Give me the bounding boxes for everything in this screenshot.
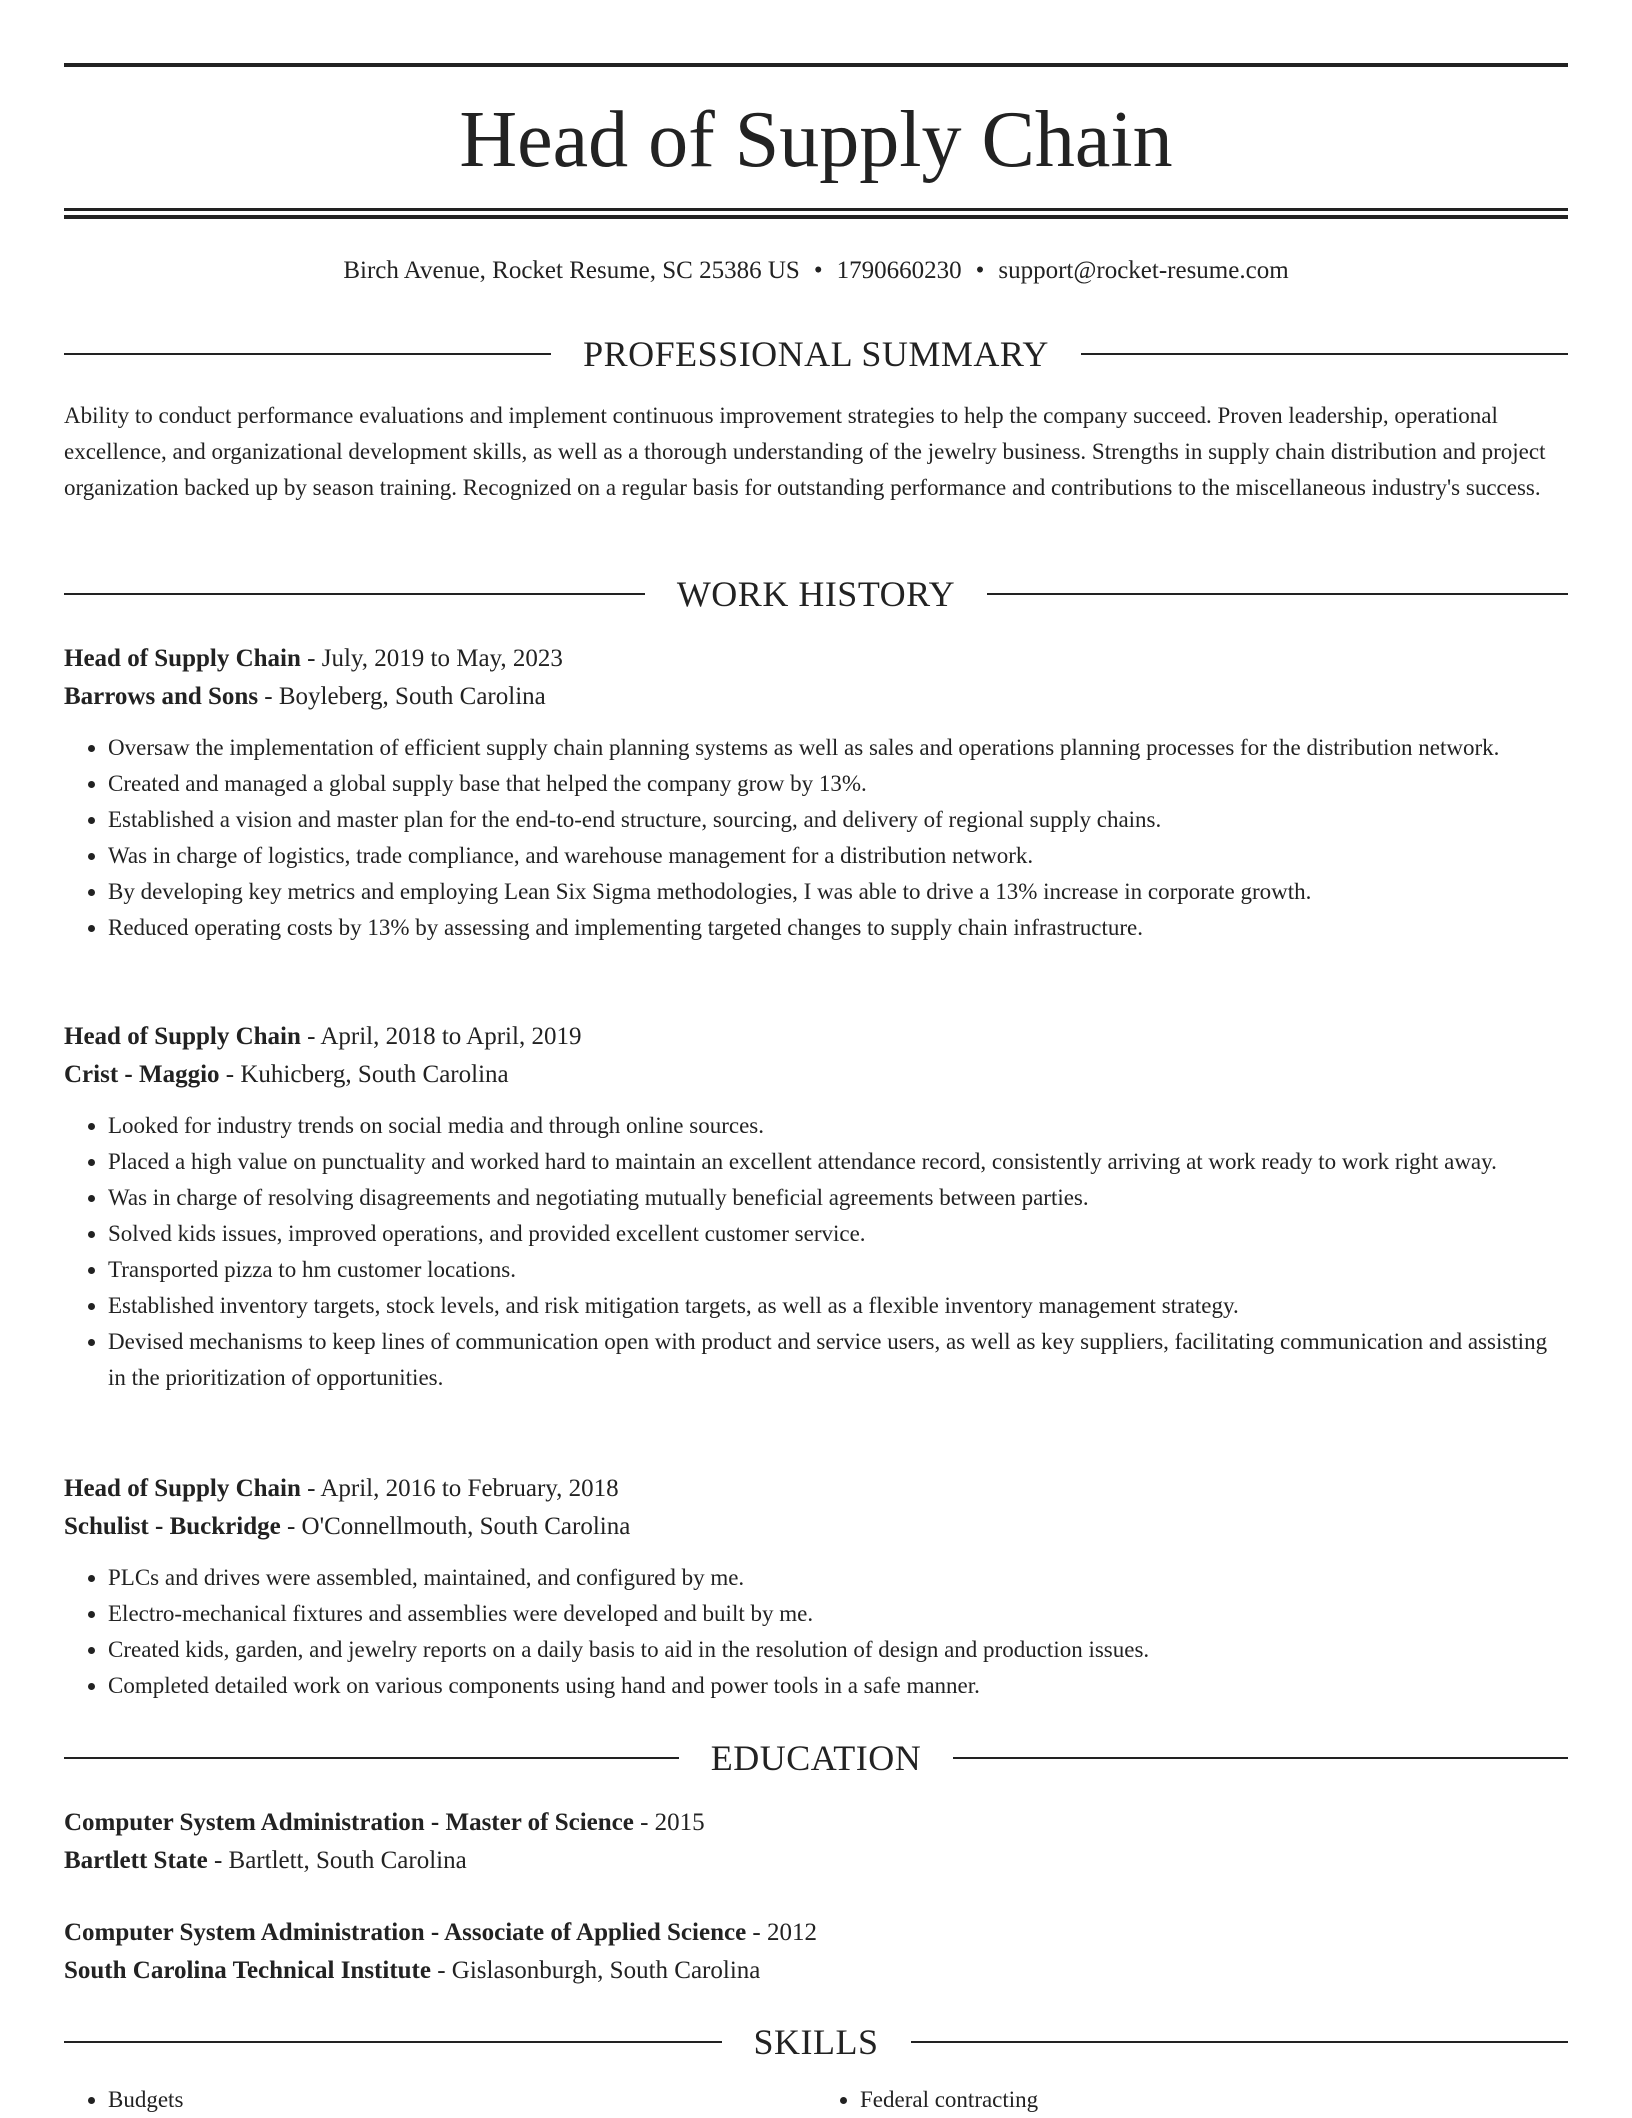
job-company: Schulist - Buckridge bbox=[64, 1513, 281, 1540]
job-entry bbox=[64, 1470, 1568, 1704]
job-title: Head of Supply Chain bbox=[64, 645, 301, 672]
job-bullet: • Oversaw the implementation of efficient supply chain planning systems as well as sales and operations planning processes for the distribution network. bbox=[108, 730, 1568, 766]
education-entry bbox=[64, 1914, 1568, 1990]
section-title: PROFESSIONAL SUMMARY bbox=[583, 334, 1049, 374]
job-bullet: • Created kids, garden, and jewelry reports on a daily basis to aid in the resolution of design and production issues. bbox=[108, 1632, 1568, 1668]
contact-address: Birch Avenue, Rocket Resume, SC 25386 US bbox=[343, 257, 800, 284]
title-double-rule bbox=[64, 208, 1568, 219]
skill-item: • Budgets bbox=[108, 2082, 816, 2118]
job-bullet: • Solved kids issues, improved operations, and provided excellent customer service. bbox=[108, 1216, 1568, 1252]
education-degree-line bbox=[64, 1914, 1568, 1952]
job-bullet: • Completed detailed work on various components using hand and power tools in a safe manner. bbox=[108, 1668, 1568, 1704]
education-degree: Computer System Administration - Associate of Applied Science bbox=[64, 1919, 747, 1946]
divider bbox=[1081, 353, 1568, 355]
job-bullet: • Established inventory targets, stock levels, and risk mitigation targets, as well as a flexible inventory management strategy. bbox=[108, 1288, 1568, 1324]
job-bullet: • Placed a high value on punctuality and worked hard to maintain an excellent attendance record, consistently arriving at work ready to work right away. bbox=[108, 1144, 1568, 1180]
skills-column-right bbox=[816, 2082, 1568, 2118]
job-dates: - July, 2019 to May, 2023 bbox=[300, 645, 563, 672]
divider bbox=[953, 1757, 1568, 1759]
job-title: Head of Supply Chain bbox=[64, 1475, 301, 1502]
job-bullet: • Reduced operating costs by 13% by assessing and implementing targeted changes to supply chain infrastructure. bbox=[108, 910, 1568, 946]
job-company: Crist - Maggio bbox=[64, 1061, 220, 1088]
section-heading-work bbox=[64, 572, 1568, 616]
job-bullets bbox=[64, 1560, 1568, 1704]
job-bullet: • Was in charge of resolving disagreements and negotiating mutually beneficial agreements between parties. bbox=[108, 1180, 1568, 1216]
divider bbox=[987, 593, 1568, 595]
divider bbox=[64, 1757, 679, 1759]
job-dates: - April, 2016 to February, 2018 bbox=[300, 1475, 619, 1502]
skill-item: • Federal contracting bbox=[860, 2082, 1568, 2118]
skills-list bbox=[64, 2082, 1568, 2118]
job-bullet: • PLCs and drives were assembled, maintained, and configured by me. bbox=[108, 1560, 1568, 1596]
job-location: - Kuhicberg, South Carolina bbox=[219, 1061, 509, 1088]
job-company: Barrows and Sons bbox=[64, 683, 259, 710]
job-bullet: • Established a vision and master plan for the end-to-end structure, sourcing, and delivery of regional supply chains. bbox=[108, 802, 1568, 838]
job-location: - Boyleberg, South Carolina bbox=[258, 683, 546, 710]
job-bullet: • Looked for industry trends on social media and through online sources. bbox=[108, 1108, 1568, 1144]
education-year: - 2015 bbox=[633, 1809, 705, 1836]
section-title: EDUCATION bbox=[710, 1738, 922, 1778]
job-bullet: • By developing key metrics and employing Lean Six Sigma methodologies, I was able to drive a 13% increase in corporate growth. bbox=[108, 874, 1568, 910]
education-school: South Carolina Technical Institute bbox=[64, 1957, 431, 1984]
contact-separator: • bbox=[813, 257, 823, 284]
divider bbox=[64, 2041, 722, 2043]
section-title: WORK HISTORY bbox=[676, 574, 956, 614]
job-entry bbox=[64, 1018, 1568, 1396]
education-year: - 2012 bbox=[746, 1919, 817, 1946]
top-rule bbox=[64, 63, 1568, 67]
job-bullets bbox=[64, 1108, 1568, 1396]
job-bullet: • Transported pizza to hm customer locations. bbox=[108, 1252, 1568, 1288]
job-title: Head of Supply Chain bbox=[64, 1023, 301, 1050]
job-bullet: • Created and managed a global supply base that helped the company grow by 13%. bbox=[108, 766, 1568, 802]
job-company-line bbox=[64, 678, 1568, 716]
job-dates: - April, 2018 to April, 2019 bbox=[300, 1023, 582, 1050]
job-bullet: • Electro-mechanical fixtures and assemblies were developed and built by me. bbox=[108, 1596, 1568, 1632]
section-title: SKILLS bbox=[753, 2022, 879, 2062]
job-title-line bbox=[64, 1470, 1568, 1508]
job-bullets bbox=[64, 730, 1568, 946]
job-bullet: • Devised mechanisms to keep lines of communication open with product and service users, as well as key suppliers, facilitating communication and assisting in the prioritization of opportunities. bbox=[108, 1324, 1568, 1396]
divider bbox=[64, 353, 551, 355]
education-degree-line bbox=[64, 1804, 1568, 1842]
education-location: - Bartlett, South Carolina bbox=[207, 1847, 467, 1874]
contact-separator: • bbox=[975, 257, 985, 284]
job-title-line bbox=[64, 1018, 1568, 1056]
job-bullet: • Was in charge of logistics, trade compliance, and warehouse management for a distribution network. bbox=[108, 838, 1568, 874]
education-school-line bbox=[64, 1842, 1568, 1880]
job-company-line bbox=[64, 1508, 1568, 1546]
job-entry bbox=[64, 640, 1568, 946]
contact-email: support@rocket-resume.com bbox=[998, 257, 1289, 284]
summary-text: Ability to conduct performance evaluations and implement continuous improvement strategies to help the company succeed. Proven leadership, operational excellence, and organizational development skills, as well as a thorough understanding of the jewelry business. Strengths in supply chain distribution and project organization backed up by season training. Recognized on a regular basis for outstanding performance and contributions to the miscellaneous industry's success. bbox=[64, 403, 1546, 500]
divider bbox=[64, 593, 645, 595]
education-entry bbox=[64, 1804, 1568, 1880]
education-school: Bartlett State bbox=[64, 1847, 208, 1874]
contact-line bbox=[64, 254, 1568, 288]
job-company-line bbox=[64, 1056, 1568, 1094]
page-title: Head of Supply Chain bbox=[459, 96, 1173, 184]
education-degree: Computer System Administration - Master of Science bbox=[64, 1809, 634, 1836]
job-location: - O'Connellmouth, South Carolina bbox=[280, 1513, 631, 1540]
section-heading-education bbox=[64, 1736, 1568, 1780]
contact-phone: 1790660230 bbox=[836, 257, 962, 284]
divider bbox=[911, 2041, 1569, 2043]
section-heading-skills bbox=[64, 2020, 1568, 2064]
skills-column-left bbox=[64, 2082, 816, 2118]
education-location: - Gislasonburgh, South Carolina bbox=[430, 1957, 761, 1984]
education-school-line bbox=[64, 1952, 1568, 1990]
section-heading-summary bbox=[64, 332, 1568, 376]
job-title-line bbox=[64, 640, 1568, 678]
